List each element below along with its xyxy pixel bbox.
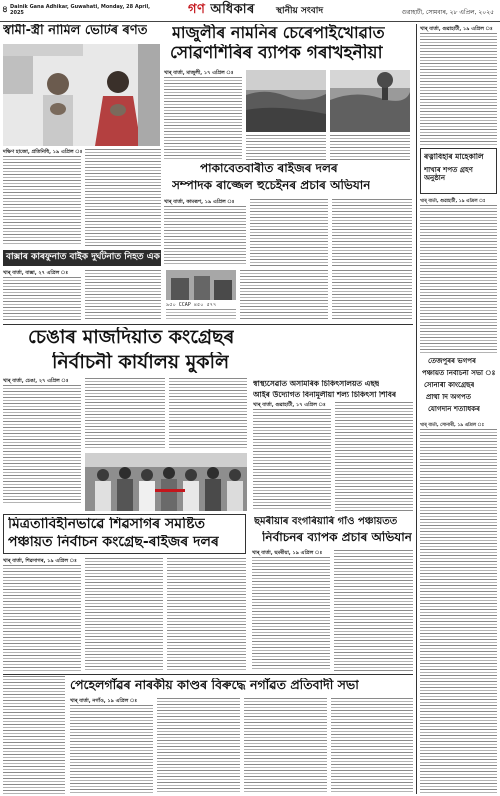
office-inauguration-image: [85, 453, 247, 511]
edition-line: Dainik Gana Adhikar, Guwahati, Monday, 28 April, 2025: [10, 4, 151, 16]
page-number: ৪: [2, 5, 8, 15]
story8-headline-line1: ছমৰীয়াৰ বংগৰিয়াৰি গাঁও পঞ্চায়তত: [254, 516, 398, 527]
side3-headline-line3: সোনাৰী কাংগ্ৰেছৰ: [424, 382, 475, 389]
story9-body-col2: [157, 698, 240, 794]
side2-headline-line2: শাখাৰ শপত গ্ৰহণ অনুষ্ঠান: [424, 167, 473, 182]
story1-body-col2: [85, 149, 161, 246]
side1-body: [420, 33, 497, 145]
story3-body-col1: [164, 206, 246, 266]
story1-headline: স্বামী-স্ত্ৰী নামিল ভোটৰ ৰণত: [3, 24, 148, 38]
story2-photo-1: [246, 70, 326, 132]
story3-body-col3: [332, 199, 412, 266]
story5-photo: [85, 453, 247, 511]
story6-body-col2: [335, 402, 413, 511]
story2-body-col2: [246, 135, 326, 160]
story9-body-col4: [331, 698, 413, 794]
side1-byline: খাৰ্ বাৰ্তা, গুৱাহাটী, ১৯ এপ্ৰিল ঃ: [420, 26, 493, 32]
story4-headline: বাক্সাৰ কাৰফুনাত বাইক দুৰ্ঘটনাত নিহত এক: [6, 252, 160, 262]
divider: [3, 674, 413, 675]
side3-headline-line2: পঞ্চায়ত নিৰ্বাচনী সভা ঃ: [422, 370, 496, 377]
story5-headline-line1: চেঙাৰ মাজদিয়াত কংগ্ৰেছৰ: [28, 327, 235, 348]
couple-candidates-image: [3, 44, 160, 146]
story6-byline: খাৰ্ বাৰ্তা, গুৱাহাটী, ১৭ এপ্ৰিল ঃ: [253, 402, 326, 408]
story4-headline-bar: [3, 250, 161, 266]
story5-body-col2: [85, 378, 165, 450]
side3-headline-line1: তেজপুৰৰ ভগপৰ: [428, 358, 476, 365]
side2-headline-box: [420, 148, 497, 194]
story4-byline: খাৰ্ বাৰ্তা, বাক্সা, ২৭ এপ্ৰিল ঃ: [3, 270, 69, 276]
story7-headline-line1: মিত্ৰতাবিহীনভাৱে শিৱসাগৰ সমষ্টিত: [8, 517, 205, 532]
story2-headline-line1: মাজুলীৰ নামনিৰ চেৰেপাইখোৱাত: [172, 24, 385, 42]
side3-headline-line5: যোগদান শতাধিকৰ: [428, 406, 481, 413]
story4-body-col2: [85, 270, 161, 321]
story5-body-col3: [169, 378, 247, 450]
story3-continued: [240, 270, 328, 321]
issue-date: গুৱাহাটী, সোমবাৰ, ২৮ এপ্ৰিল, ২০২৫: [401, 9, 494, 16]
story8-body-col2: [334, 550, 413, 671]
story1-byline: দক্ষিণ হাজো, প্ৰতিনিধি, ১৯ এপ্ৰিল ঃ: [3, 149, 83, 155]
story9-body-col3: [244, 698, 327, 794]
side2-byline: খাৰ্ বাৰ্তা, গুৱাহাটী, ১৯ এপ্ৰিল ঃ: [420, 199, 486, 204]
story3-body-col2: [250, 199, 328, 266]
story8-body-col1: [252, 557, 330, 671]
column-rule: [416, 24, 417, 794]
story8-byline: খাৰ্ বাৰ্তা, ছমৰীয়া, ১৯ এপ্ৰিল ঃ: [252, 550, 323, 556]
masthead: [0, 0, 500, 22]
side2-body: [420, 205, 497, 355]
riverbank-erosion-image: [330, 70, 410, 132]
story2-body-col3: [330, 135, 410, 160]
side2-headline-line1: ৰত্নাবিহাৰ মাহেকালি: [424, 153, 484, 161]
story9-byline: খাৰ্ বাৰ্তা, নগাঁও, ১৯ এপ্ৰিল ঃ: [70, 698, 138, 704]
story1-body-col1: [3, 156, 81, 246]
story5-headline-line2: নিৰ্বাচনী কাৰ্যালয় মুকলি: [52, 352, 230, 373]
story2-body-col1: [164, 77, 242, 160]
story7-headline-box: [3, 514, 246, 554]
story7-body-col2: [85, 558, 163, 671]
side3-byline: খাৰ্ বাৰ্তা, সোনাৰী, ১৯ এপ্ৰিল ঃ: [420, 423, 485, 428]
story6-headline-line2: আইৰ উদ্যোগত বিনামূলীয়া শল্য চিকিৎসা শিবিৰ: [253, 391, 397, 399]
story3-headline-line2: সম্পাদক ৰাজ্জেল হুচেইনৰ প্ৰচাৰ অভিযান: [172, 179, 371, 192]
event-image: [166, 270, 236, 300]
story2-byline: খাৰ্ বাৰ্তা, মাজুলী, ১৭ এপ্ৰিল ঃ: [164, 70, 234, 76]
story7-body-col1: [3, 565, 81, 671]
section-title: স্থানীয় সংবাদ: [276, 6, 324, 16]
story5-body-col1: [3, 385, 81, 505]
middle-photo-1: [166, 270, 236, 300]
story7-byline: খাৰ্ বাৰ্তা, শিৱসাগৰ, ১৯ এপ্ৰিল ঃ: [3, 558, 77, 564]
story2-headline-line2: সোৱণশিৰিৰ ব্যাপক গৰাখহনীয়া: [170, 44, 383, 63]
riverbank-erosion-image: [246, 70, 326, 132]
middle-body-text: [166, 309, 236, 321]
story7-body-col3: [167, 558, 246, 671]
photo-code-caption: ৯৫০ CCAP ৪৫০ ৫৭৭: [166, 302, 217, 308]
story9-body-left: [3, 676, 65, 794]
story6-body-col1: [253, 409, 331, 511]
story3-continued-2: [332, 270, 412, 321]
story3-byline: খাৰ্ বাৰ্তা, কামৰূপ, ১৯ এপ্ৰিল ঃ: [164, 199, 235, 205]
story4-body-col1: [3, 277, 81, 321]
divider: [3, 324, 413, 325]
newspaper-logo: গণ অধিকাৰ: [188, 2, 255, 17]
story5-byline: খাৰ্ বাৰ্তা, চেঙা, ২৭ এপ্ৰিল ঃ: [3, 378, 69, 384]
story9-body-col1: [70, 705, 153, 794]
story7-headline-line2: পঞ্চায়ত নিৰ্বাচন কংগ্ৰেছ-ৰাইজৰ দলৰ: [8, 535, 219, 550]
story3-headline-line1: পাকাবেতবাৰীত ৰাইজৰ দলৰ: [200, 162, 338, 175]
story9-headline: পেহেলগাঁৱৰ নাৰকীয় কাণ্ডৰ বিৰুদ্ধে নগাঁৱত প্ৰতিবাদী সভা: [70, 678, 359, 692]
story2-photo-2: [330, 70, 410, 132]
story1-photo: [3, 44, 160, 146]
story8-headline-line2: নিৰ্বাচনৰ ব্যাপক প্ৰচাৰ অভিযান: [262, 531, 412, 544]
side3-headline-line4: প্ৰাৰ্থী দি অগপত: [426, 394, 471, 401]
side3-body: [420, 429, 497, 794]
story6-headline-line1: স্বাস্থ্যসেৱাত অসামৰিক চিকিৎসালয়ত এছছ: [253, 380, 380, 388]
